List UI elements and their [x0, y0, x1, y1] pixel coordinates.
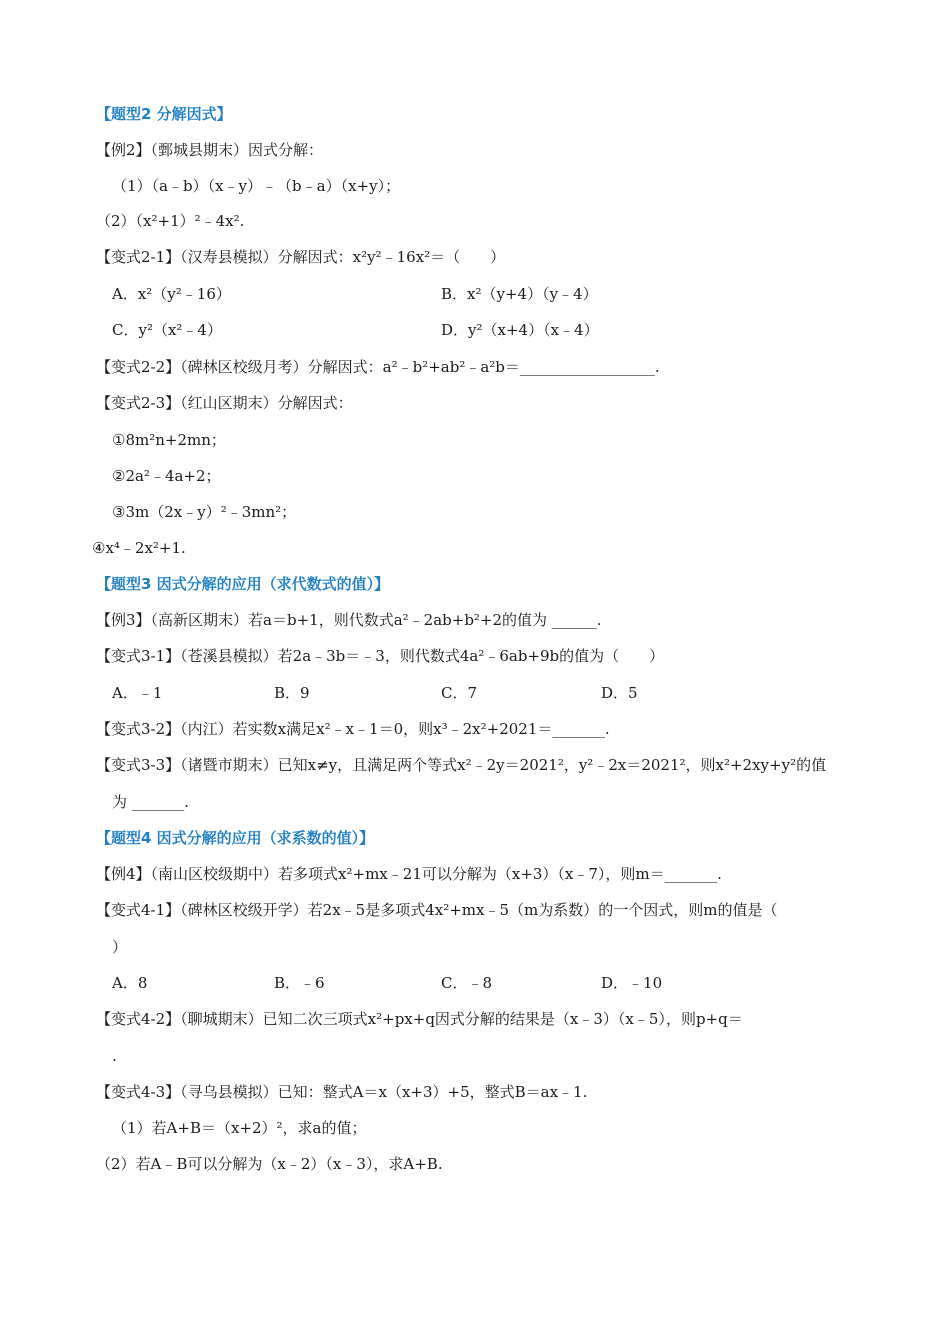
variant-2-1: 【变式2-1】（汉寿县模拟）分解因式：x²y²﹣16x²＝（ ） [96, 248, 506, 266]
variant-3-3-cont: 为 _______. [112, 793, 190, 811]
variant-4-1-cont: ） [112, 938, 128, 956]
option-c: C．7 [441, 684, 478, 702]
option-b: B．x²（y+4）（y﹣4） [441, 285, 598, 303]
variant-2-3-item-4: ④x⁴﹣2x²+1. [92, 539, 186, 557]
example-2-part-2: （2）（x²+1）²﹣4x². [96, 212, 245, 230]
section-heading-2: 【题型2 分解因式】 [96, 105, 232, 123]
variant-4-1: 【变式4-1】（碑林区校级开学）若2x﹣5是多项式4x²+mx﹣5（m为系数）的一个因式，则m的值是（ [96, 901, 778, 919]
variant-2-2: 【变式2-2】（碑林区校级月考）分解因式：a²﹣b²+ab²﹣a²b＝__________________. [96, 358, 660, 376]
example-3: 【例3】（高新区期末）若a＝b+1，则代数式a²﹣2ab+b²+2的值为 ______. [96, 611, 602, 629]
option-d: D．5 [601, 684, 638, 702]
variant-2-3-item-3: ③3m（2x﹣y）²﹣3mn²； [112, 503, 297, 521]
variant-2-3-item-1: ①8m²n+2mn； [112, 431, 226, 449]
example-2: 【例2】（鄄城县期末）因式分解： [96, 141, 324, 159]
example-2-part-1: （1）（a﹣b）（x﹣y）﹣（b﹣a）（x+y）； [112, 177, 401, 195]
option-b: B．9 [274, 684, 310, 702]
option-d: D．﹣10 [601, 974, 663, 992]
option-c: C．y²（x²﹣4） [112, 321, 222, 339]
variant-2-3-item-2: ②2a²﹣4a+2； [112, 467, 221, 485]
variant-4-3-part-1: （1）若A+B＝（x+2）²，求a的值； [112, 1119, 367, 1137]
option-c: C．﹣8 [441, 974, 493, 992]
variant-3-1: 【变式3-1】（苍溪县模拟）若2a﹣3b＝﹣3，则代数式4a²﹣6ab+9b的值为（ ） [96, 647, 665, 665]
section-heading-3: 【题型3 因式分解的应用（求代数式的值）】 [96, 575, 390, 593]
option-a: A．﹣1 [112, 684, 163, 702]
variant-3-2: 【变式3-2】（内江）若实数x满足x²﹣x﹣1＝0，则x³﹣2x²+2021＝_______. [96, 720, 610, 738]
option-a: A．8 [112, 974, 148, 992]
option-d: D．y²（x+4）（x﹣4） [441, 321, 599, 339]
variant-4-3: 【变式4-3】（寻乌县模拟）已知：整式A＝x（x+3）+5，整式B＝ax﹣1. [96, 1083, 588, 1101]
variant-4-2: 【变式4-2】（聊城期末）已知二次三项式x²+px+q因式分解的结果是（x﹣3）（x﹣5），则p+q＝ [96, 1010, 743, 1028]
section-heading-4: 【题型4 因式分解的应用（求系数的值）】 [96, 829, 375, 847]
variant-4-2-cont: . [112, 1047, 117, 1065]
example-4: 【例4】（南山区校级期中）若多项式x²+mx﹣21可以分解为（x+3）（x﹣7），则m＝_______. [96, 865, 722, 883]
option-a: A．x²（y²﹣16） [112, 285, 231, 303]
option-b: B．﹣6 [274, 974, 325, 992]
variant-3-3: 【变式3-3】（诸暨市期末）已知x≠y，且满足两个等式x²﹣2y＝2021²，y²﹣2x＝2021²，则x²+2xy+y²的值 [96, 756, 827, 774]
variant-2-3: 【变式2-3】（红山区期末）分解因式： [96, 394, 353, 412]
variant-4-3-part-2: （2）若A﹣B可以分解为（x﹣2）（x﹣3），求A+B. [96, 1155, 443, 1173]
